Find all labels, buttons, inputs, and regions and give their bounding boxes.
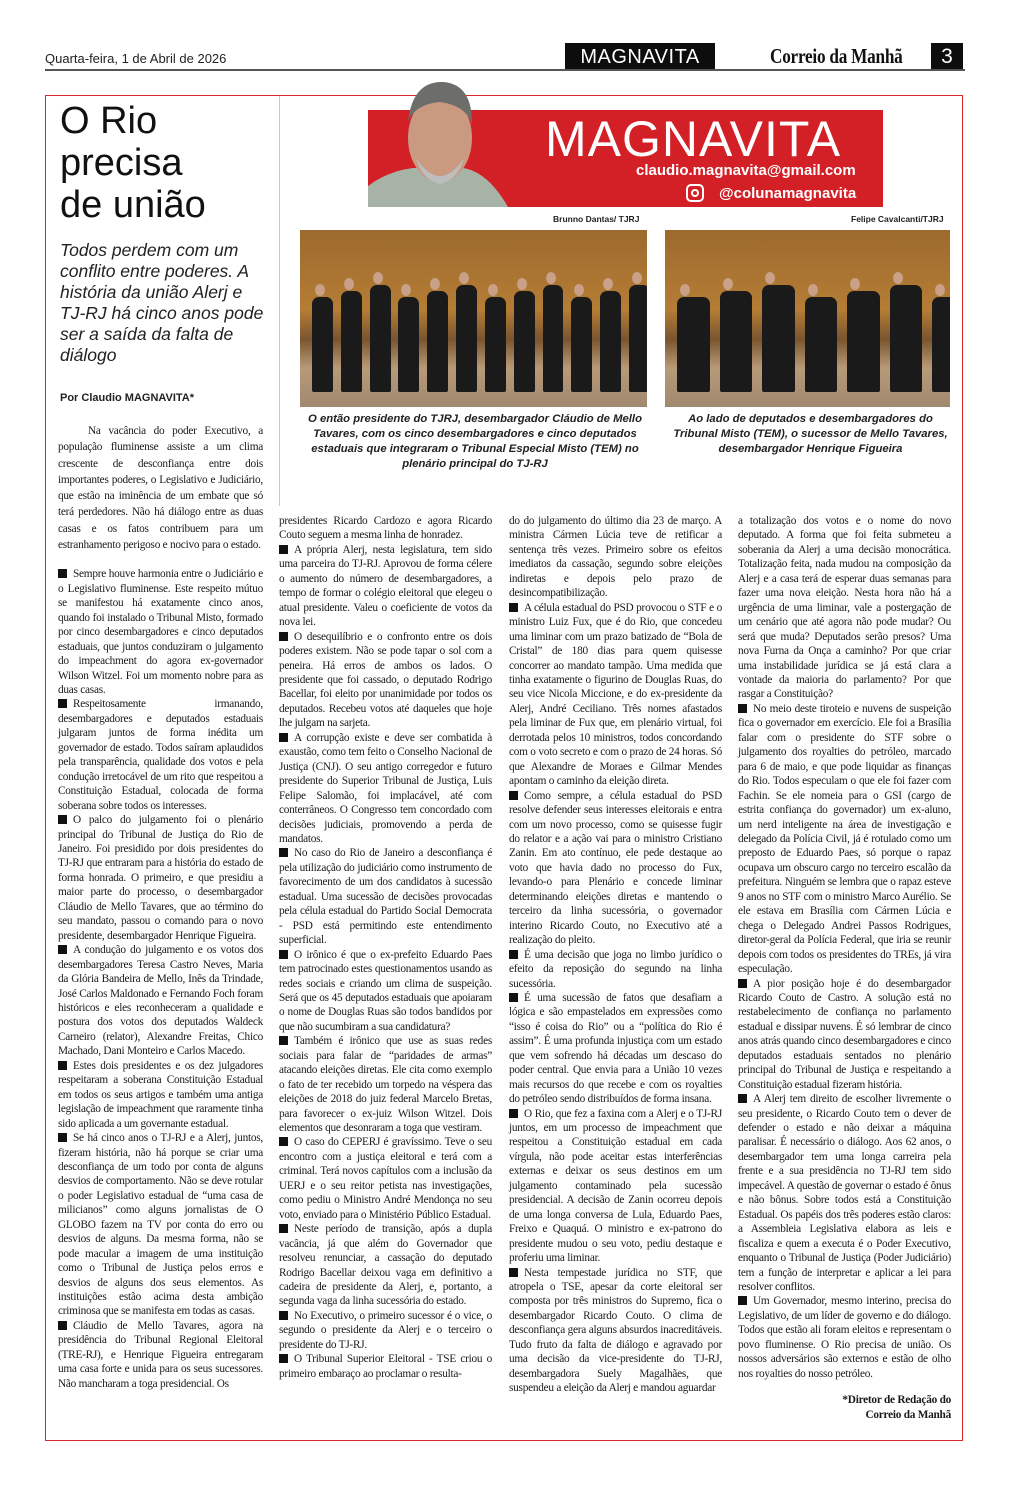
paragraph-text: É uma decisão que joga no limbo jurídico o efeito da reposição do segundo na linha sucessória.: [509, 948, 722, 990]
paragraph: [58, 813, 263, 943]
instagram-handle[interactable]: @colunamagnavita: [719, 185, 857, 202]
author-note-line: *Diretor de Redação do: [842, 1394, 951, 1407]
paragraph-bullet-icon: [279, 1224, 288, 1233]
columnist-email[interactable]: claudio.magnavita@gmail.com: [636, 162, 856, 179]
paragraph-bullet-icon: [279, 1137, 288, 1146]
paragraph-bullet-icon: [58, 945, 67, 954]
paragraph: [509, 601, 722, 789]
paragraph-text: Na vacância do poder Executivo, a população fluminense assiste a um clima crescente de desconfiança entre dois importantes poderes, o Legislativo e Judiciário, que estão na iminência de um embate que só terá perdedores. Não há diálogo entre as duas casas e os fatos contribuem para um estranhamento perigoso e nocivo para o estado.: [58, 425, 263, 552]
paragraph-text: O Tribunal Superior Eleitoral - TSE criou o primeiro embaraço ao proclamar o resulta-: [279, 1353, 492, 1380]
paragraph-text: Cláudio de Mello Tavares, agora na presidência do Tribunal Regional Eleitoral (TRE-RJ), e Henrique Figueira entregaram uma casa forte e unida para os seus sucessores. Não mancharam a toga presidencial. Os: [58, 1319, 263, 1390]
text-column-2: [279, 514, 492, 1381]
paragraph: [279, 543, 492, 630]
paragraph: [279, 630, 492, 731]
group-photo-successor: [665, 230, 950, 407]
paragraph-text: O desequilíbrio e o confronto entre os dois poderes existem. Não se pode tapar o sol com a peneira. Há erros de ambos os lados. O presidente que foi cassado, o deputado Rodrigo Bacellar, foi eleito por unanimidade por todos os deputados. Recebeu votos até daqueles que hoje lhe julgam na sarjeta.: [279, 630, 492, 730]
paragraph-text: Como sempre, a célula estadual do PSD resolve defender seus interesses eleitorais e entra com um novo processo, como se quisesse fugir do relator e a ação vai para o ministro Cristiano Zanin. Em ato contínuo, ele pede destaque ao voto que havia dado no processo do Fux, levando-o para Plenário e concede liminar determinando eleições diretas e mantendo o terceiro da linha sucessória, o governador interino Ricardo Couto, no Executivo até a realização do pleito.: [509, 789, 722, 947]
paragraph-bullet-icon: [279, 950, 288, 959]
paragraph-bullet-icon: [58, 815, 67, 824]
paragraph: [279, 1352, 492, 1381]
person-silhouette: [456, 285, 477, 392]
paragraph: [509, 1107, 722, 1266]
photo-credit: Brunno Dantas/ TJRJ: [553, 214, 640, 224]
paragraph-text: Sempre houve harmonia entre o Judiciário e o Legislativo fluminense. Este respeito mútuo se manifestou há exatamente cinco anos, quando foi instalado o Tribunal Misto, formado por cinco desembargadores e cinco deputados estaduais, que juntos conduziram o julgamento do impeachment do agora ex-governador Wilson Witzel. Foi um momento nobre para as duas casas.: [58, 568, 263, 696]
header-rule: [45, 69, 965, 71]
person-silhouette: [600, 291, 621, 392]
paragraph-bullet-icon: [279, 1036, 288, 1045]
paragraph: [738, 514, 951, 702]
paragraph-text: presidentes Ricardo Cardozo e agora Ricardo Couto seguem a mesma linha de honradez.: [279, 515, 492, 542]
paragraph-bullet-icon: [738, 979, 747, 988]
paragraph-bullet-icon: [58, 699, 67, 708]
paragraph: [509, 1266, 722, 1396]
person-silhouette: [427, 291, 448, 392]
photo-caption: O então presidente do TJRJ, desembargador Cláudio de Mello Tavares, com os cinco desembargadores e cinco deputados estaduais que integraram o Tribunal Especial Misto (TEM) no plenário principal do TJ-RJ: [308, 413, 642, 470]
paragraph-text: No caso do Rio de Janeiro a desconfiança é pela utilização do judiciário como instrumento de favorecimento de um dos candidatos à sucessão estadual. Uma sucessão de decisões provocadas pela célula estadual do Partido Social Democrata - PSD está permitindo este entendimento superficial.: [279, 847, 492, 947]
paragraph-bullet-icon: [509, 1268, 518, 1277]
text-column-3: [509, 514, 722, 1396]
paragraph: [279, 1135, 492, 1222]
paragraph-text: A própria Alerj, nesta legislatura, tem sido uma parceira do TJ-RJ. Aprovou de forma célere o aumento do número de desembargadores, a tempo de formar o colégio eleitoral que elegeu o atual presidente. Valeu o coeficiente de votos da nova lei.: [279, 543, 492, 629]
section-label: MAGNAVITA: [565, 43, 715, 70]
person-silhouette: [629, 285, 647, 392]
paragraph: [509, 514, 722, 601]
paragraph-text: O Rio, que fez a faxina com a Alerj e o TJ-RJ juntos, em um processo de impeachment que respeitou a Constituição estadual em cada vírgula, não pode aceitar estas interferências externas e deixar os seus destinos em um julgamento contaminado pela sucessão presidencial. A decisão de Zanin ocorreu depois de uma longa conversa de Lula, Eduardo Paes, Freixo e Quaquá. O ministro e ex-patrono do presidente mudou o seu voto, pediu destaque e proferiu uma liminar.: [509, 1107, 722, 1265]
group-photo-plenary: [300, 230, 647, 407]
subheadline: Todos perdem com um conflito entre poderes. A história da união Alerj e TJ-RJ há cinco anos pode ser a saída da falta de diálogo: [60, 240, 264, 365]
paragraph-text: Um Governador, mesmo interino, precisa do Legislativo, de um líder de governo e do diálogo. Todos que estão ali foram eleitos e representam o povo fluminense. O Rio precisa de união. Os nossos adversários são externos e estão de olho nos royalties do nosso petróleo.: [738, 1295, 951, 1380]
paragraph: [58, 1131, 263, 1319]
column-name: MAGNAVITA: [545, 111, 842, 167]
paragraph: [58, 943, 263, 1059]
paragraph-bullet-icon: [738, 1296, 747, 1305]
paragraph-bullet-icon: [58, 1133, 67, 1142]
paragraph-text: Neste período de transição, após a dupla vacância, já que além do Governador que resolveu renunciar, a cassação do deputado Rodrigo Bacellar deixou vaga em definitivo a cadeira de presidente da Alerj, e, portanto, a segunda vaga da linha sucessória do estado.: [279, 1223, 492, 1308]
paragraph-text: Também é irônico que use as suas redes sociais para falar de “paridades de armas” atacando eleições diretas. Ele cita como exemplo o fato de ter recebido um torpedo na véspera das eleições de 2018 do juiz federal Marcelo Bretas, para favorecer o ex-juiz Wilson Witzel. Dois elementos que desonraram a toga que vestiram.: [279, 1035, 492, 1135]
paragraph-bullet-icon: [58, 569, 67, 578]
paragraph: [58, 1319, 263, 1391]
paragraph: [279, 1222, 492, 1309]
paragraph: [58, 1059, 263, 1131]
paragraph-bullet-icon: [279, 545, 288, 554]
paragraph: [509, 789, 722, 948]
paragraph-text: No meio deste tiroteio e nuvens de suspeição fica o governador em exercício. Ele foi a Brasília falar com o presidente do STF sobre o julgamento dos royalties do petróleo, marcado para 6 de maio, e que pode liquidar as finanças do Rio. Todos especulam o que ele foi fazer com Fachin. Se ele nomeia para o GSI (cargo de estrita confiança do governador) um ex-aluno, um nerd inteligente na área de investigação e delegado da Polícia Civil, já é rotulado como um preposto de Eduardo Paes, só porque o rapaz ocupava um obscuro cargo no terceiro escalão da prefeitura. Ninguém se lembra que o rapaz esteve 9 anos no STF com o ministro Marco Aurélio. Se ele estava em Brasília com Cármen Lúcia e chega o Delegado Andrei Passos Rodrigues, diretor-geral da Polícia Federal, que iria se reunir depois com todos os presidentes do TREs, já vira especulação.: [738, 702, 951, 976]
paragraph-text: O irônico é que o ex-prefeito Eduardo Paes tem patrocinado estes questionamentos usando as redes sociais e criando um clima de suspeição. Será que os 45 deputados estaduais que apoiaram o nome de Douglas Ruas são todos bandidos por que não sucumbiram a sua candidatura?: [279, 948, 492, 1033]
photo-caption: Ao lado de deputados e desembargadores do Tribunal Misto (TEM), o sucessor de Mello Tavares, desembargador Henrique Figueira: [673, 413, 948, 455]
person-silhouette: [398, 297, 419, 392]
lead-paragraph: [58, 423, 263, 553]
paragraph: [738, 702, 951, 977]
paragraph: [509, 991, 722, 1107]
paragraph-bullet-icon: [509, 791, 518, 800]
photo-credit: Felipe Cavalcanti/TJRJ: [851, 214, 944, 224]
edition-date: Quarta-feira, 1 de Abril de 2026: [45, 51, 227, 66]
paragraph-text: Se há cinco anos o TJ-RJ e a Alerj, juntos, fizeram história, não há porque se criar uma desconfiança de um todo por conta de alguns desvios de comportamento. Não se deve rotular o poder Legislativo estadual de “uma casa de milicianos” como alguns jornalistas de O GLOBO fazem na TV por conta do erro ou desvios de alguns. Da mesma forma, não se pode macular a imagem de uma instituição como o Tribunal de Justiça pelos erros e desvios de alguns dos seus elementos. As instituições estão acima desta ambição criminosa que se manifesta em todas as casas.: [58, 1132, 263, 1318]
paragraph: [279, 846, 492, 947]
headline: [60, 100, 206, 226]
paragraph: [279, 948, 492, 1035]
paragraph-text: O palco do julgamento foi o plenário principal do Tribunal de Justiça do Rio de Janeiro. Foi presidido por dois presidentes do TJ-RJ que entraram para a história do estado de forma honrada. O primeiro, e que presidiu a maior parte do processo, o desembargador Cláudio de Mello Tavares, que ao término do seu mandato, passou o comando para o novo presidente, desembargador Henrique Figueira.: [58, 814, 263, 942]
person-silhouette: [370, 285, 391, 392]
paragraph-bullet-icon: [738, 704, 747, 713]
byline: Por Claudio MAGNAVITA*: [60, 392, 195, 404]
paragraph-bullet-icon: [279, 733, 288, 742]
text-column-1: [58, 423, 263, 1391]
text-column-4: [738, 514, 951, 1422]
paragraph-bullet-icon: [279, 632, 288, 641]
person-silhouette: [720, 291, 753, 392]
instagram-icon: [686, 184, 704, 202]
person-silhouette: [543, 285, 564, 392]
person-silhouette: [514, 291, 535, 392]
paragraph-text: do do julgamento do último dia 23 de março. A ministra Cármen Lúcia teve de retificar a sentença três vezes. Primeiro sobre os efeitos imediatos da cassação, segundo sobre eleições indiretas e depois pelo prazo de desincompatibilização.: [509, 515, 722, 600]
paragraph-text: A condução do julgamento e os votos dos desembargadores Teresa Castro Neves, Maria da Glória Bandeira de Mello, Inês da Trindade, José Carlos Maldonado e Fernando Foch foram históricos e eles reconheceram a qualidade e postura dos votos dos deputados Waldeck Carneiro (relator), Alexandre Freitas, Chico Machado, Dani Monteiro e Carlos Macedo.: [58, 944, 263, 1058]
paragraph-text: Respeitosamente irmanando, desembargadores e deputados estaduais julgaram juntos de forma inédita um governador de estado. Todos saíram aplaudidos pela transparência, qualidade dos votos e pela condução irretocável de um rito que respeitou a Constituição Estadual, colocada de forma soberana sobre todos os interesses.: [58, 698, 263, 812]
person-silhouette: [805, 297, 838, 392]
paragraph: [738, 977, 951, 1093]
paragraph: [58, 567, 263, 697]
person-silhouette: [847, 291, 880, 392]
paragraph: [738, 1294, 951, 1381]
paragraph-bullet-icon: [509, 603, 518, 612]
paragraph-bullet-icon: [509, 950, 518, 959]
paragraph-bullet-icon: [279, 1354, 288, 1363]
person-silhouette: [312, 297, 333, 392]
author-note-line: Correio da Manhã: [865, 1408, 951, 1421]
paragraph-text: A corrupção existe e deve ser combatida à exaustão, como tem feito o Conselho Nacional de Justiça (CNJ). O seu antigo corregedor e futuro presidente do Superior Tribunal de Justiça, Luis Felipe Salomão, foi implacável, até com conterrâneos. O Congresso tem concordado com decisões judiciais, promovendo a perda de mandatos.: [279, 731, 492, 845]
author-note: [738, 1393, 951, 1422]
person-silhouette: [341, 291, 362, 392]
page-number: 3: [931, 43, 963, 71]
person-silhouette: [677, 297, 710, 392]
paragraph-text: O caso do CEPERJ é gravíssimo. Teve o seu encontro com a justiça eleitoral e terá com a criminal. Terá novos capítulos com a inclusão da UERJ e o seu reitor petista nas investigações, como pediu o Ministro André Mendonça no seu voto, enviado para o Ministério Público Estadual.: [279, 1136, 492, 1221]
paragraph: [58, 697, 263, 813]
headline-line: de união: [60, 184, 206, 226]
columnist-portrait: [368, 76, 508, 207]
person-silhouette: [890, 285, 923, 392]
paragraph-bullet-icon: [509, 1109, 518, 1118]
paragraph-bullet-icon: [738, 1094, 747, 1103]
paragraph-text: a totalização dos votos e o nome do novo deputado. A forma que foi feita submeteu a soberania da Alerj a uma decisão monocrática. Totalização feita, nada mudou na composição da Alerj e a casa terá de esperar duas semanas para fazer uma nova eleição. Nesta hora não há a urgência de uma liminar, vale a postergação de um cenário que até agora não pode mudar? Ou será que muda? Deputados serão presos? Uma nova Furna da Onça a caminho? Por que criar uma instabilidade jurídica se já está clara a vontade da maioria do parlamento? Por que rasgar a Constituição?: [738, 515, 951, 701]
paragraph-bullet-icon: [58, 1321, 67, 1330]
paragraph-text: No Executivo, o primeiro sucessor é o vice, o segundo o presidente da Alerj e o terceiro o presidente do TJ-RJ.: [279, 1309, 492, 1351]
person-silhouette: [932, 297, 950, 392]
paragraph: [279, 514, 492, 543]
paragraph-bullet-icon: [509, 993, 518, 1002]
column-divider: [279, 96, 280, 506]
paragraph-bullet-icon: [58, 1061, 67, 1070]
paragraph-text: Estes dois presidentes e os dez julgadores respeitaram a soberana Constituição Estadual em todos os seus artigos e também uma antiga legislação de impeachment que raramente tinha sido aplicada a um governante estadual.: [58, 1059, 263, 1130]
paragraph: [279, 731, 492, 847]
paragraph: [738, 1092, 951, 1294]
paragraph-bullet-icon: [279, 848, 288, 857]
person-silhouette: [571, 297, 592, 392]
paragraph-text: A célula estadual do PSD provocou o STF e o ministro Luiz Fux, que é do Rio, que concedeu uma liminar com um prazo batizado de “Bola de Cristal” de 180 dias para quem quisesse concorrer ao mandato tampão. Uma medida que tinha exatamente o figurino de Douglas Ruas, do seu vice Nicola Miccione, e do ex-presidente da Alerj, André Ceciliano. Três nomes afastados pela liminar de Fux que, em plenário virtual, foi derrotada pelos 10 ministros, todos concordando com o voto secreto e com o prazo de 24 horas. Só que Alexandre de Moraes e Gilmar Mendes apontam o caminho da eleição direta.: [509, 601, 722, 788]
paragraph-text: Nesta tempestade jurídica no STF, que atropela o TSE, apesar da corte eleitoral ser composta por três ministros do Supremo, fica o desembargador Ricardo Couto. O clima de desconfiança gera alguns absurdos inacreditáveis. Tudo fruto da falta de diálogo e agravado por uma decisão da vice-presidente do TJ-RJ, desembargadora Suely Magalhães, que suspendeu a eleição da Alerj e mandou aguardar: [509, 1266, 722, 1395]
paragraph: [279, 1309, 492, 1352]
paragraph: [509, 948, 722, 991]
person-silhouette: [762, 285, 795, 392]
paragraph: [279, 1034, 492, 1135]
headline-line: precisa: [60, 142, 183, 184]
paragraph-text: A Alerj tem direito de escolher livremente o seu presidente, o Ricardo Couto tem o dever de defender o estado e não deixar a máquina paralisar. É necessário o diálogo. Aos 62 anos, o desembargador tem uma longa carreira pela frente e a sua presidência no TJ-RJ tem sido impecável. A questão de governar o estado é ônus e não bônus. Sobre todos está a Constituição Estadual. Os papéis dos três poderes estão claros: a Assembleia Legislativa elabora as leis e fiscaliza e quem a executa é o Poder Executivo, enquanto o Tribunal de Justiça (Poder Judiciário) tem a função de interpretar e aplicar a lei para resolver conflitos.: [738, 1093, 951, 1294]
paragraph-text: É uma sucessão de fatos que desafiam a lógica e são empastelados em expressões como “isso é coisa do Rio” ou a “política do Rio é assim”. É uma profunda injustiça com um estado que vem sofrendo há décadas um descaso do poder central. Que envia para a União 10 vezes mais recursos do que recebe e com os royalties do petróleo sendo distribuídos de forma insana.: [509, 991, 722, 1106]
paragraph-text: A pior posição hoje é do desembargador Ricardo Couto de Castro. A solução está no restabelecimento de confiança no parlamento estadual e dissipar nuvens. É só lembrar de cinco anos atrás quando cinco desembargadores e cinco deputados estaduais sentados no plenário principal do Tribunal de Justiça e respeitando a Constituição estadual fizeram história.: [738, 977, 951, 1091]
paragraph-bullet-icon: [279, 1311, 288, 1320]
person-silhouette: [485, 297, 506, 392]
newspaper-logo: Correio da Manhã: [770, 44, 903, 68]
headline-line: O Rio: [60, 100, 158, 142]
